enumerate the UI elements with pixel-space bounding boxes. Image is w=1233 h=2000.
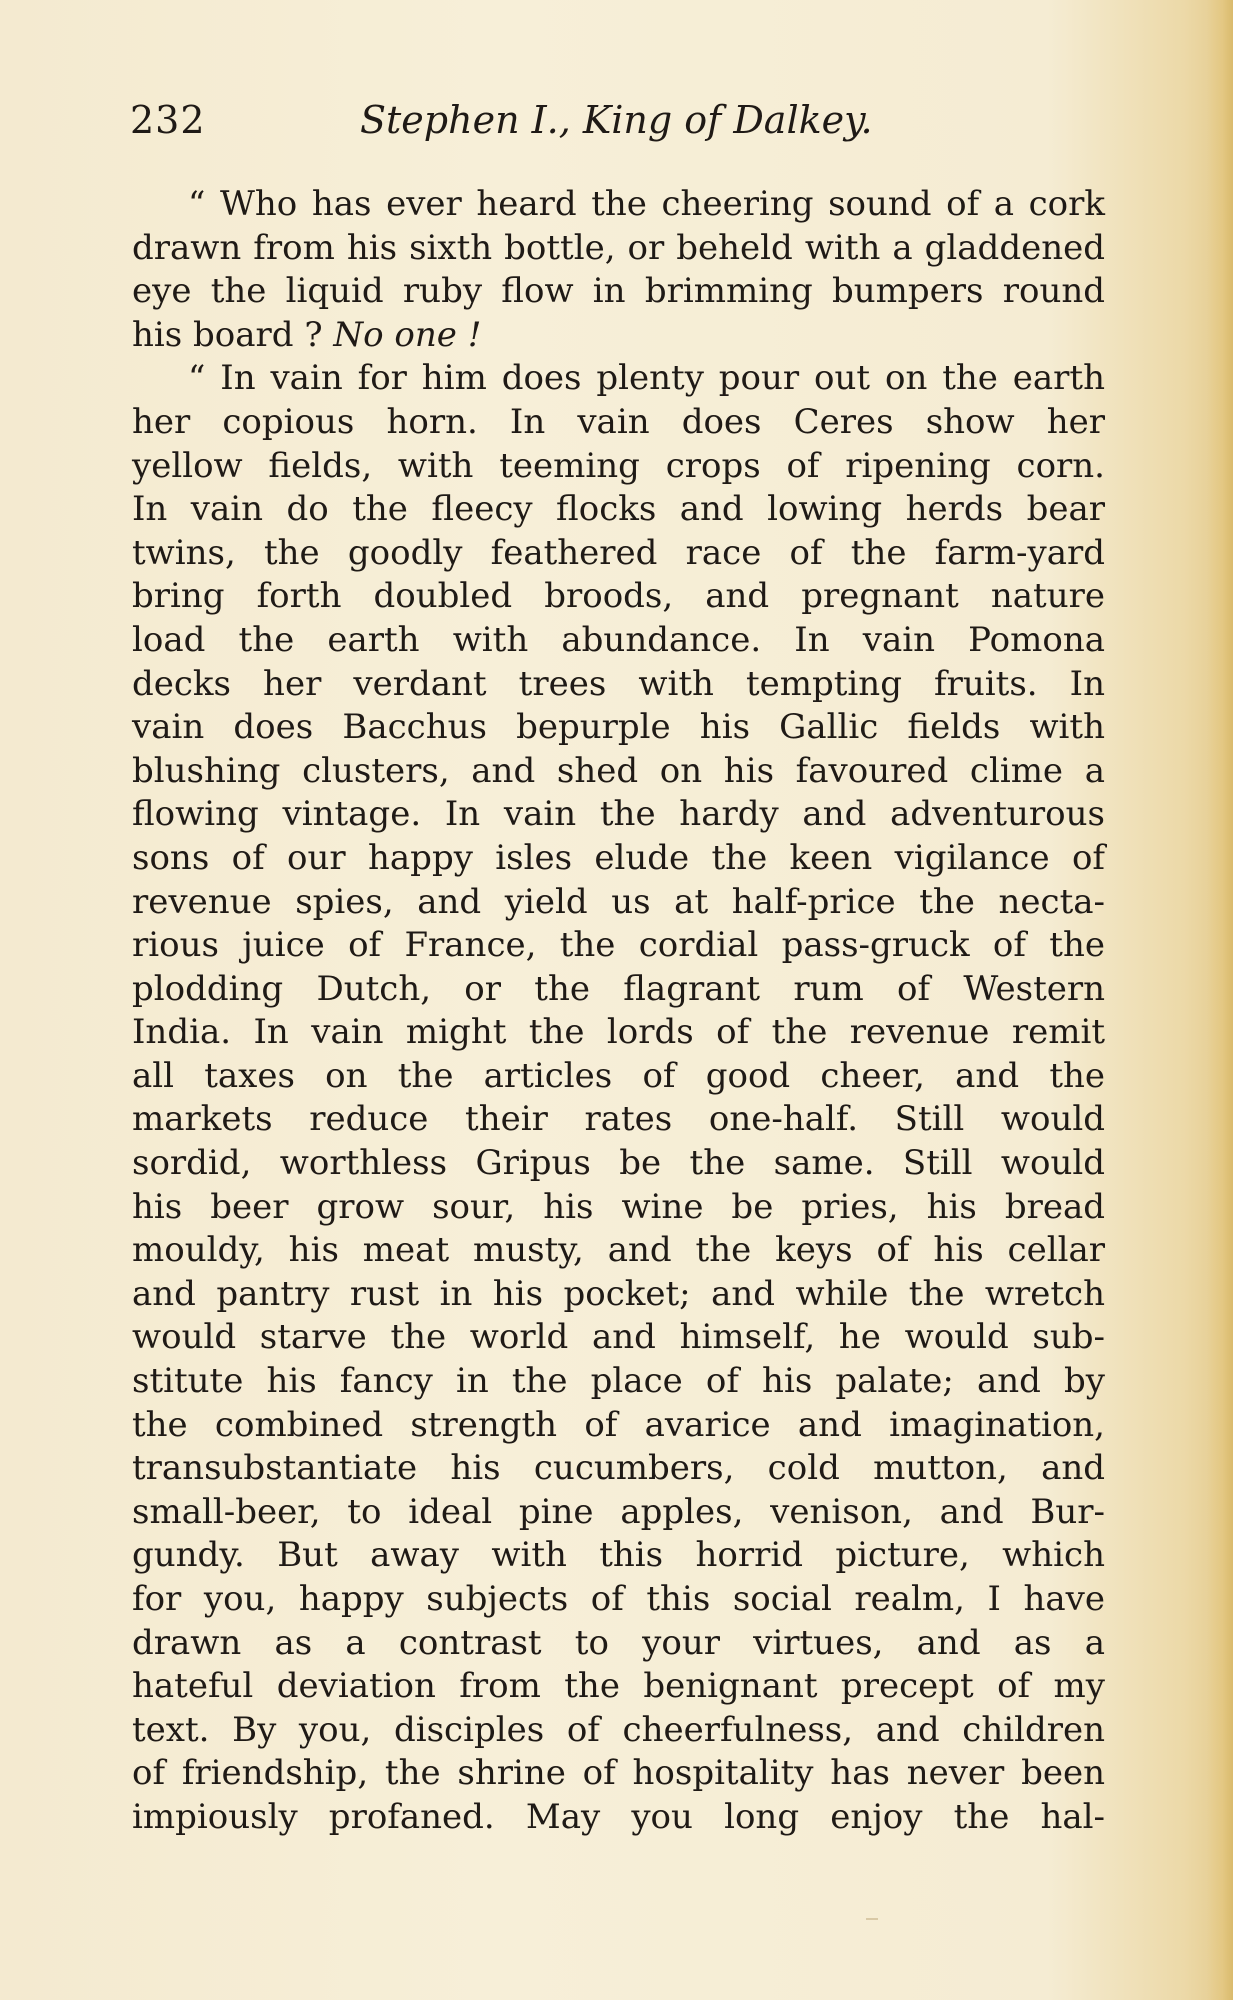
text-line: would starve the world and himself, he would sub- xyxy=(132,1317,1105,1358)
body-text xyxy=(132,183,1105,1840)
text-line: for you, happy subjects of this social realm, I have xyxy=(132,1579,1105,1619)
text-line: drawn from his sixth bottle, or beheld with a gladdened xyxy=(132,227,1105,268)
page-edge-shading xyxy=(1207,0,1233,2000)
text-fragment: his board ? xyxy=(132,314,334,355)
text-line: vain does Bacchus bepurple his Gallic fields with xyxy=(132,707,1105,748)
text-line: load the earth with abundance. In vain Pomona xyxy=(132,619,1105,660)
paper-speck xyxy=(866,1918,878,1920)
text-line: “ In vain for him does plenty pour out on the earth xyxy=(188,358,1105,399)
text-line: markets reduce their rates one-half. Still would xyxy=(132,1099,1105,1140)
text-line: twins, the goodly feathered race of the farm-yard xyxy=(132,532,1105,573)
text-line: flowing vintage. In vain the hardy and adventurous xyxy=(132,794,1105,835)
page-number: 232 xyxy=(130,98,206,142)
text-line: sordid, worthless Gripus be the same. Still would xyxy=(132,1143,1105,1184)
text-line: India. In vain might the lords of the revenue remit xyxy=(132,1012,1105,1053)
text-line: blushing clusters, and shed on his favoured clime a xyxy=(132,750,1105,791)
text-line xyxy=(132,314,1105,358)
italic-emphasis: No one ! xyxy=(333,314,482,355)
text-line: text. By you, disciples of cheerfulness, and children xyxy=(132,1709,1105,1750)
text-line: rious juice of France, the cordial pass-gruck of the xyxy=(132,925,1105,966)
text-line: gundy. But away with this horrid picture, which xyxy=(132,1535,1105,1576)
text-line: eye the liquid ruby flow in brimming bumpers round xyxy=(132,271,1105,312)
text-line: In vain do the fleecy flocks and lowing herds bear xyxy=(132,489,1105,530)
text-line: drawn as a contrast to your virtues, and as a xyxy=(132,1622,1105,1663)
text-line: of friendship, the shrine of hospitality has never been xyxy=(132,1753,1105,1794)
text-line: hateful deviation from the benignant precept of my xyxy=(132,1666,1105,1707)
text-line: all taxes on the articles of good cheer, and the xyxy=(132,1055,1105,1096)
text-line: mouldy, his meat musty, and the keys of his cellar xyxy=(132,1230,1105,1271)
text-line: the combined strength of avarice and imagination, xyxy=(132,1404,1105,1445)
text-line: “ Who has ever heard the cheering sound of a cork xyxy=(188,184,1105,224)
text-line: her copious horn. In vain does Ceres show her xyxy=(132,401,1105,442)
text-line: yellow fields, with teeming crops of ripening corn. xyxy=(132,445,1105,486)
text-line: sons of our happy isles elude the keen vigilance of xyxy=(132,837,1105,878)
text-line: decks her verdant trees with tempting fruits. In xyxy=(132,663,1105,704)
text-line: and pantry rust in his pocket; and while the wretch xyxy=(132,1273,1105,1314)
text-line: bring forth doubled broods, and pregnant nature xyxy=(132,576,1105,617)
text-line: small-beer, to ideal pine apples, venison, and Bur- xyxy=(132,1491,1105,1532)
text-line: revenue spies, and yield us at half-price the necta- xyxy=(132,881,1105,922)
text-line: stitute his fancy in the place of his palate; and by xyxy=(132,1361,1105,1402)
text-line: his beer grow sour, his wine be pries, his bread xyxy=(132,1186,1105,1227)
text-line: plodding Dutch, or the flagrant rum of Western xyxy=(132,968,1105,1009)
text-line: impiously profaned. May you long enjoy the hal- xyxy=(132,1796,1105,1837)
text-line: transubstantiate his cucumbers, cold mutton, and xyxy=(132,1448,1105,1489)
page-header xyxy=(130,90,1110,150)
running-title: Stephen I., King of Dalkey. xyxy=(360,98,873,142)
